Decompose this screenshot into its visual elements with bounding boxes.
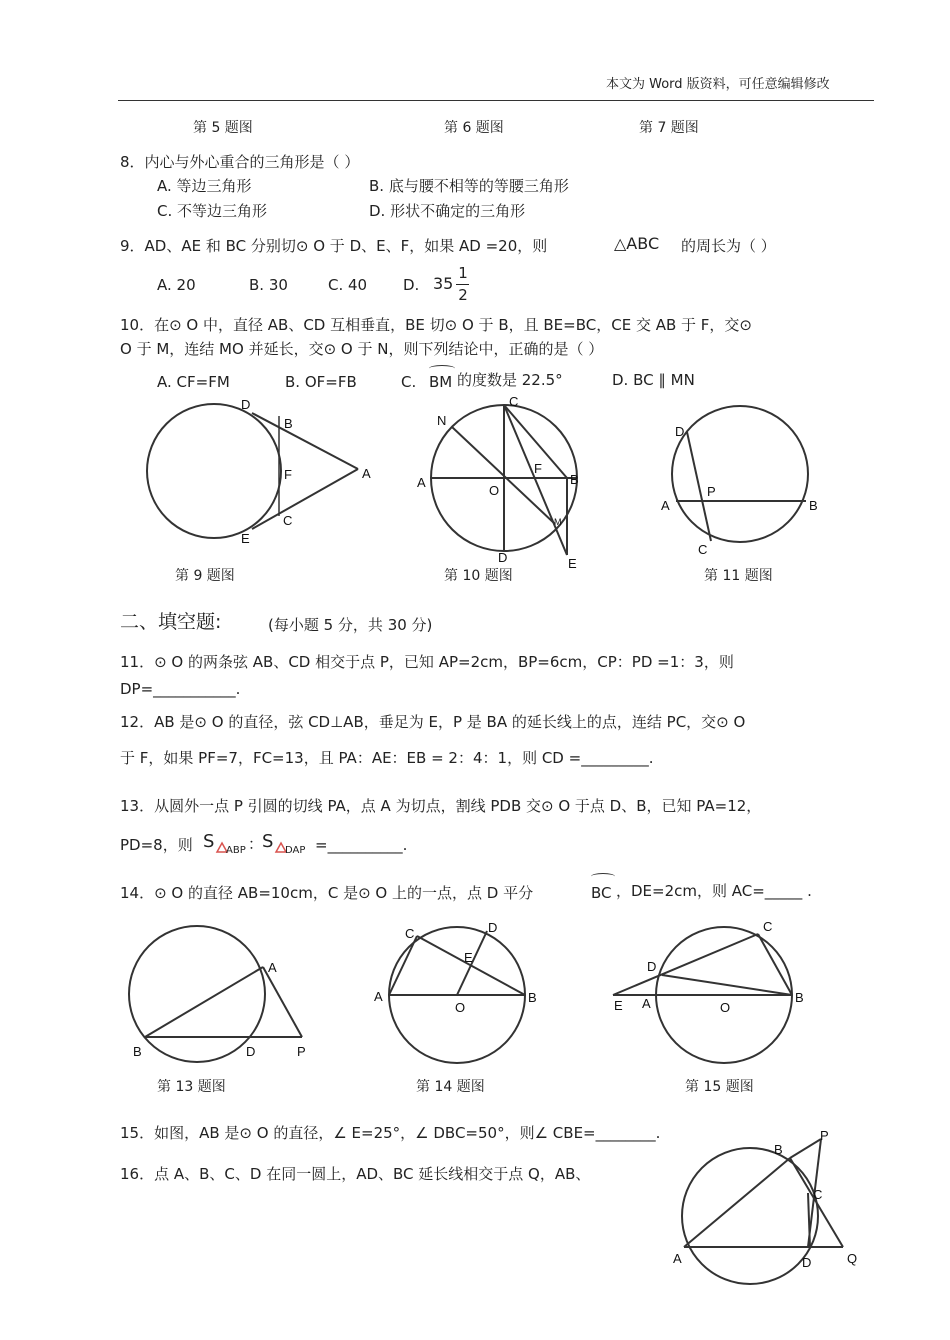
fig16-label-b: B — [774, 1142, 783, 1157]
fig9-label-b: B — [284, 416, 293, 431]
fig9 — [147, 404, 358, 538]
q8-option-d: D. 形状不确定的三角形 — [369, 202, 526, 220]
q9-option-b: B. 30 — [249, 276, 288, 294]
q8-option-b: B. 底与腰不相等的等腰三角形 — [369, 177, 569, 195]
fig10-label-e: E — [568, 556, 577, 571]
q13-line2-pre: PD=8，则 — [120, 836, 193, 854]
q11-line2: DP=___________. — [120, 680, 241, 698]
q10-option-c-arc: BM — [429, 373, 453, 391]
q8-option-c: C. 不等边三角形 — [157, 202, 268, 220]
fig11-label-c: C — [698, 542, 708, 557]
q10-line1: 10．在⊙ O 中，直径 AB、CD 互相垂直，BE 切⊙ O 于 B，且 BE=BC，CE 交 AB 于 F，交⊙ — [120, 316, 752, 334]
header-note: 本文为 Word 版资料，可任意编辑修改 — [606, 77, 830, 92]
q11-line1: 11．⊙ O 的两条弦 AB、CD 相交于点 P，已知 AP=2cm，BP=6cm，CP：PD =1：3，则 — [120, 653, 734, 671]
caption-fig11: 第 11 题图 — [704, 568, 773, 584]
fig15-label-o: O — [720, 1000, 731, 1015]
q13-s1: S — [203, 831, 215, 852]
fig14-label-e: E — [464, 950, 473, 965]
q9-option-d-whole: 35 — [433, 274, 454, 293]
fig9-label-e: E — [241, 531, 250, 546]
q14-post: ，DE=2cm，则 AC=_____ . — [616, 882, 812, 900]
q14-pre: 14．⊙ O 的直径 AB=10cm，C 是⊙ O 上的一点，点 D 平分 — [120, 884, 534, 902]
fig13 — [129, 926, 302, 1062]
q10-option-d: D. BC ∥ MN — [612, 371, 695, 389]
q13-s2: S — [262, 831, 274, 852]
fig14 — [389, 927, 525, 1063]
q8-option-a: A. 等边三角形 — [157, 177, 252, 195]
fig13-label-b: B — [133, 1044, 142, 1059]
q9-option-d-denominator: 2 — [458, 286, 468, 304]
fig15-label-a: A — [642, 996, 651, 1011]
fig14-label-a: A — [374, 989, 383, 1004]
q12-line1: 12．AB 是⊙ O 的直径，弦 CD⊥AB，垂足为 E，P 是 BA 的延长线上的点，连结 PC，交⊙ O — [120, 713, 746, 731]
q12-line2: 于 F，如果 PF=7，FC=13，且 PA：AE：EB = 2：4：1，则 CD =_________. — [120, 749, 654, 767]
fig15-label-c: C — [763, 919, 773, 934]
q13-sub1: ABP — [226, 845, 246, 856]
q9-stem: 9．AD、AE 和 BC 分别切⊙ O 于 D、E、F，如果 AD =20，则 — [120, 237, 548, 255]
q9-option-a: A. 20 — [157, 276, 196, 294]
caption-fig6: 第 6 题图 — [444, 120, 504, 136]
q9-option-c: C. 40 — [328, 276, 368, 294]
fig10-label-f: F — [534, 461, 542, 476]
caption-fig13: 第 13 题图 — [157, 1079, 226, 1095]
q10-option-c-label: C. — [401, 373, 417, 391]
fig10-label-o: O — [489, 483, 500, 498]
q10-line2: O 于 M，连结 MO 并延长，交⊙ O 于 N，则下列结论中，正确的是（ ） — [120, 340, 604, 358]
fig10 — [431, 405, 577, 555]
fig14-label-o: O — [455, 1000, 466, 1015]
q15-text: 15．如图，AB 是⊙ O 的直径，∠ E=25°，∠ DBC=50°，则∠ CBE=________. — [120, 1124, 661, 1142]
fig14-label-d: D — [488, 920, 498, 935]
fig9-label-d: D — [241, 397, 251, 412]
fig15-label-b: B — [795, 990, 804, 1005]
q10-option-b: B. OF=FB — [285, 373, 357, 391]
q13-line2-post: =__________. — [315, 836, 408, 854]
fig15-label-e: E — [614, 998, 623, 1013]
q10-option-c-text: 的度数是 22.5° — [457, 371, 563, 389]
fig10-label-a: A — [417, 475, 426, 490]
fig11-label-a: A — [661, 498, 670, 513]
caption-fig15: 第 15 题图 — [685, 1079, 754, 1095]
fig16-label-d: D — [802, 1255, 812, 1270]
section-title: 二、填空题: — [120, 611, 222, 633]
q9-option-d: D. — [403, 276, 420, 294]
fig16-label-c: C — [813, 1187, 823, 1202]
fig10-label-n: N — [437, 413, 447, 428]
fig10-label-b: B — [570, 472, 579, 487]
fig13-label-d: D — [246, 1044, 256, 1059]
caption-fig9: 第 9 题图 — [175, 568, 235, 584]
fig16-label-q: Q — [847, 1251, 858, 1266]
arc-mark — [591, 873, 615, 880]
caption-fig10: 第 10 题图 — [444, 568, 513, 584]
q14-arc: BC — [591, 884, 612, 902]
caption-fig14: 第 14 题图 — [416, 1079, 485, 1095]
q9-option-d-numerator: 1 — [458, 264, 468, 282]
q13-colon: ： — [248, 835, 264, 853]
q8-stem: 8．内心与外心重合的三角形是（ ） — [120, 153, 360, 171]
fig15 — [613, 927, 792, 1063]
fig10-label-c: C — [509, 394, 519, 409]
fig11 — [672, 406, 808, 542]
fig11-label-b: B — [809, 498, 818, 513]
q10-option-a: A. CF=FM — [157, 373, 230, 391]
fig11-label-p: P — [707, 484, 716, 499]
q9-triangle-abc: △ABC — [614, 234, 660, 253]
q16-text: 16．点 A、B、C、D 在同一圆上，AD、BC 延长线相交于点 Q，AB、 — [120, 1165, 591, 1183]
fig14-label-c: C — [405, 926, 415, 941]
fig16-label-a: A — [673, 1251, 682, 1266]
q13-line1: 13．从圆外一点 P 引圆的切线 PA，点 A 为切点，割线 PDB 交⊙ O 于点 D、B，已知 PA=12， — [120, 797, 762, 815]
q9-stem-end: 的周长为（ ） — [681, 237, 776, 255]
fig14-label-b: B — [528, 990, 537, 1005]
q13-sub2: DAP — [285, 845, 306, 856]
fig13-label-p: P — [297, 1044, 306, 1059]
fig9-label-c: C — [283, 513, 293, 528]
fig9-label-f: F — [284, 467, 292, 482]
fig16-label-p: P — [820, 1128, 829, 1143]
fig15-label-d: D — [647, 959, 657, 974]
fig10-label-m: M — [554, 517, 562, 527]
fig11-label-d: D — [675, 424, 685, 439]
section-note: (每小题 5 分，共 30 分) — [268, 616, 433, 634]
fig16 — [682, 1139, 843, 1284]
fig13-label-a: A — [268, 960, 277, 975]
fig10-label-d: D — [498, 550, 508, 565]
caption-fig5: 第 5 题图 — [193, 120, 253, 136]
caption-fig7: 第 7 题图 — [639, 120, 699, 136]
fig9-label-a: A — [362, 466, 371, 481]
